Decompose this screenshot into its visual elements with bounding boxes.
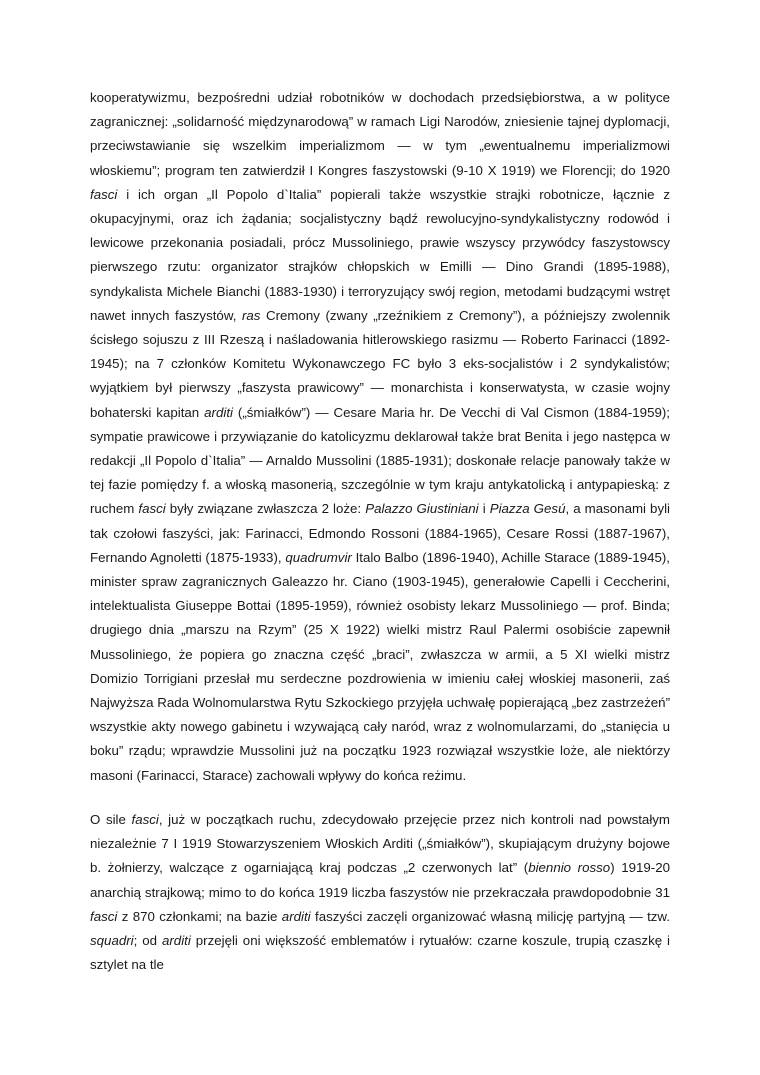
italic-text-run: biennio rosso xyxy=(528,860,611,876)
paragraph-1 xyxy=(90,86,670,788)
text-run: Italo Balbo (1896-1940), Achille Starace (1889-1945), minister spraw zagranicznych Galeazzo hr. Ciano (1903-1945), generałowie Capelli i Ceccherini, intelektualista Giuseppe Bottai (1895-1959), również osobisty lekarz Mussoliniego — prof. Binda; drugiego dnia „marszu na Rzym” (25 X 1922) wielki mistrz Raul Palermi osobiście zapewnił Mussoliniego, że popiera go znaczna część „braci”, zwłaszcza w armii, a 5 XI wielki mistrz Domizio Torrigiani przesłał mu serdeczne pozdrowienia w imieniu całej włoskiej masonerii, zaś Najwyższa Rada Wolnomularstwa Rytu Szkockiego przyjęła uchwałę popierającą „bez zastrzeżeń” wszystkie akty nowego gabinetu i wzywającą cały naród, wraz z wolnomularzami, do „stanięcia u boku” rządu; wprawdzie Mussolini już na początku 1923 rozwiązał wszystkie loże, ale niektórzy masoni (Farinacci, Starace) zachowali wpływy do końca reżimu. xyxy=(90,549,670,783)
italic-text-run: fasci xyxy=(131,811,159,827)
italic-text-run: squadri xyxy=(90,932,134,948)
italic-text-run: fasci xyxy=(90,186,118,202)
text-run: , już w początkach ruchu, zdecydowało przejęcie przez nich kontroli nad powstałym niezależnie 7 I 1919 Stowarzyszeniem Włoskich Arditi („śmiałków”), skupiającym drużyny bojowe b. żołnierzy, walczące z ogarniającą kraj podczas „2 czerwonych lat” ( xyxy=(90,811,670,876)
italic-text-run: fasci xyxy=(138,501,166,517)
paragraph-2 xyxy=(90,808,670,977)
text-run: faszyści zaczęli organizować własną milicję partyjną — tzw. xyxy=(310,908,670,924)
text-run: i xyxy=(478,501,490,517)
text-run: („śmiałków”) — Cesare Maria hr. De Vecchi di Val Cismon (1884-1959); sympatie prawicowe i przywiązanie do katolicyzmu deklarował także brat Benita i jego następca w redakcji „Il Popolo d`Italia” — Arnaldo Mussolini (1885-1931); doskonałe relacje panowały także w tej fazie pomiędzy f. a włoską masonerią, szczególnie w tym kraju antykatolicką i antypapieską: z ruchem xyxy=(90,404,670,517)
text-run: ) 1919-20 anarchią strajkową; mimo to do końca 1919 liczba faszystów nie przekraczała prawdopodobnie 31 xyxy=(90,860,671,900)
italic-text-run: arditi xyxy=(281,908,311,924)
text-run: O sile xyxy=(90,811,132,827)
text-run: kooperatywizmu, bezpośredni udział robotników w dochodach przedsiębiorstwa, a w polityce zagranicznej: „solidarność międzynarodową” w ramach Ligi Narodów, zniesienie tajnej dyplomacji, przeciwstawianie się wszelkim imperializmom — w tym „ewentualnemu imperializmowi włoskiemu”; program ten zatwierdził I Kongres faszystowski (9-10 X 1919) we Florencji; do 1920 xyxy=(90,90,670,178)
italic-text-run: arditi xyxy=(204,404,233,420)
italic-text-run: quadrumvir xyxy=(285,549,352,565)
italic-text-run: Palazzo Giustiniani xyxy=(365,501,479,517)
italic-text-run: ras xyxy=(241,307,261,323)
italic-text-run: Piazza Gesú xyxy=(489,501,566,517)
text-run: i ich organ „Il Popolo d`Italia” popierali także wszystkie strajki robotnicze, łącznie z okupacyjnymi, oraz ich żądania; socjalistyczny bądź rewolucyjno-syndykalistyczny rodowód i lewicowe przekonania posiadali, prócz Mussoliniego, prawie wszyscy przywódcy faszystowscy pierwszego rzutu: organizator strajków chłopskich w Emilli — Dino Grandi (1895-1988), syndykalista Michele Bianchi (1883-1930) i terroryzujący swój region, metodami budzącymi wstręt nawet innych faszystów, xyxy=(90,186,670,323)
text-run: ; od xyxy=(133,932,162,948)
italic-text-run: arditi xyxy=(161,932,191,948)
text-run: z 870 członkami; na bazie xyxy=(117,908,282,924)
italic-text-run: fasci xyxy=(90,908,118,924)
text-run: przejęli oni większość emblematów i rytuałów: czarne koszule, trupią czaszkę i sztylet na tle xyxy=(90,932,671,973)
text-run: Cremony (zwany „rzeźnikiem z Cremony”), a późniejszy zwolennik ścisłego sojuszu z III Rzeszą i naśladowania hitlerowskiego rasizmu — Roberto Farinacci (1892-1945); na 7 członków Komitetu Wykonawczego FC było 3 eks-socjalistów i 2 syndykalistów; wyjątkiem był pierwszy „faszysta prawicowy” — monarchista i konserwatysta, w czasie wojny bohaterski kapitan xyxy=(90,307,670,420)
text-run: , a masonami byli tak czołowi faszyści, jak: Farinacci, Edmondo Rossoni (1884-1965), Cesare Rossi (1887-1967), Fernando Agnoletti (1875-1933), xyxy=(90,501,670,565)
document-page xyxy=(90,86,670,977)
text-run: były związane zwłaszcza 2 loże: xyxy=(165,501,366,517)
